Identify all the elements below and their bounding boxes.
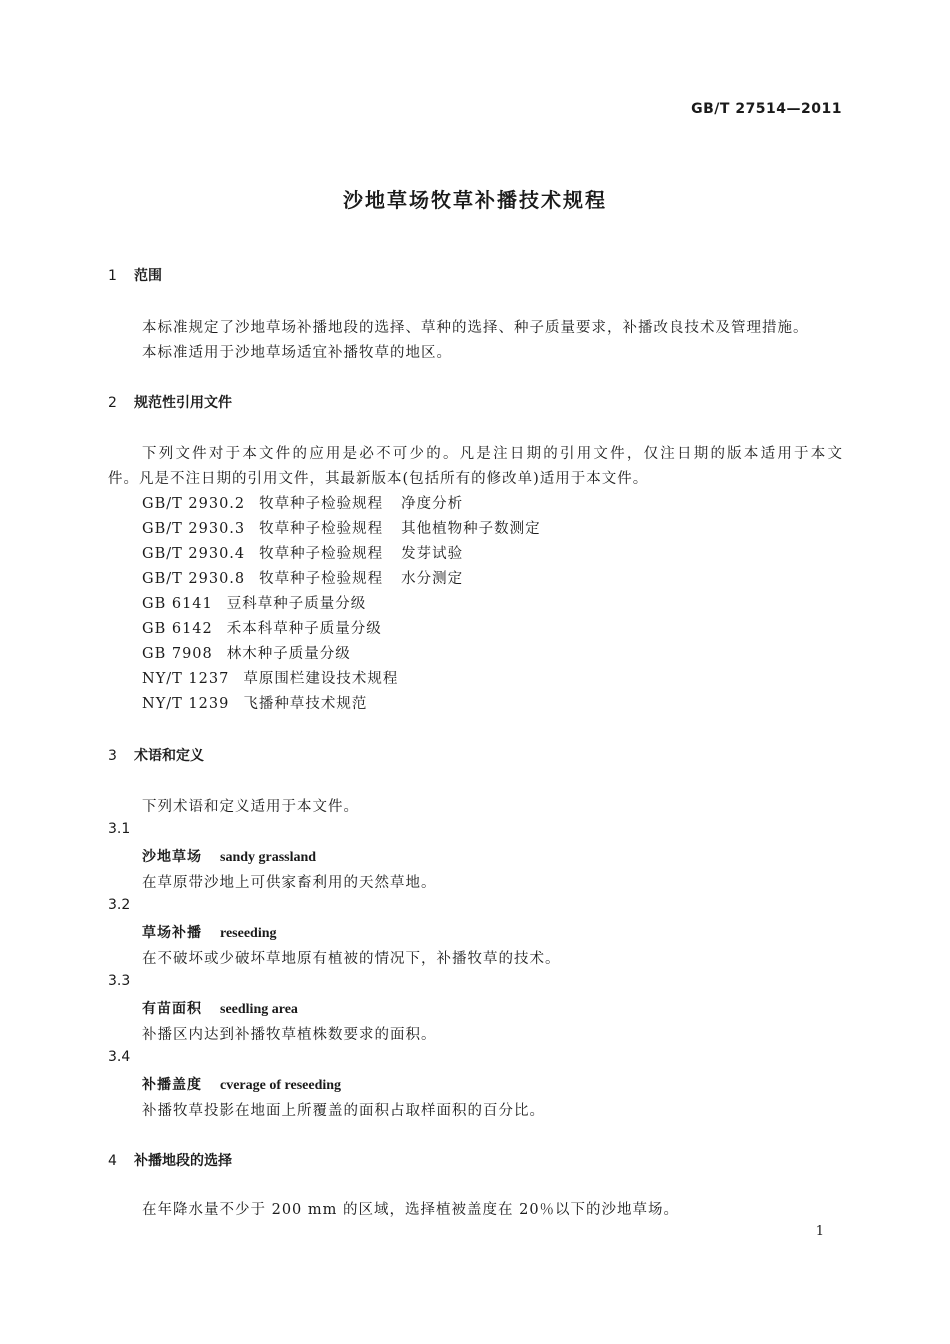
reference-title: 林木种子质量分级 xyxy=(226,646,351,662)
term-heading xyxy=(142,922,277,942)
section-3-heading xyxy=(108,745,204,765)
document-title: 沙地草场牧草补播技术规程 xyxy=(343,188,607,212)
reference-subtitle: 净度分析 xyxy=(401,496,464,512)
reference-subtitle: 发芽试验 xyxy=(401,546,464,562)
reference-item xyxy=(142,517,541,538)
term-definition: 补播牧草投影在地面上所覆盖的面积占取样面积的百分比。 xyxy=(142,1103,545,1119)
reference-item xyxy=(142,667,398,688)
term-heading xyxy=(142,1074,341,1094)
term-en: seedling area xyxy=(220,1002,298,1017)
term-zh: 草场补播 xyxy=(142,925,202,941)
term-zh: 有苗面积 xyxy=(142,1001,202,1017)
reference-title: 牧草种子检验规程 xyxy=(259,546,384,562)
section-number: 3 xyxy=(108,748,117,764)
reference-title: 牧草种子检验规程 xyxy=(259,571,384,587)
term-definition: 在不破坏或少破坏草地原有植被的情况下，补播牧草的技术。 xyxy=(142,951,561,967)
reference-subtitle: 其他植物种子数测定 xyxy=(401,521,541,537)
term-number: 3.3 xyxy=(108,973,131,989)
paragraph: 下列术语和定义适用于本文件。 xyxy=(142,799,359,815)
term-definition: 补播区内达到补播牧草植株数要求的面积。 xyxy=(142,1027,437,1043)
reference-code: NY/T 1239 xyxy=(142,696,230,712)
reference-title: 牧草种子检验规程 xyxy=(259,521,384,537)
term-en: reseeding xyxy=(220,926,277,941)
reference-title: 飞播种草技术规范 xyxy=(243,696,368,712)
term-number: 3.1 xyxy=(108,821,131,837)
term-zh: 补播盖度 xyxy=(142,1077,202,1093)
section-1-heading xyxy=(108,265,162,285)
reference-item xyxy=(142,642,351,663)
reference-code: GB/T 2930.3 xyxy=(142,521,246,537)
reference-code: GB 7908 xyxy=(142,646,213,662)
reference-title: 牧草种子检验规程 xyxy=(259,496,384,512)
paragraph: 本标准规定了沙地草场补播地段的选择、草种的选择、种子质量要求，补播改良技术及管理措施。 xyxy=(142,320,809,336)
term-en: cverage of reseeding xyxy=(220,1078,342,1093)
reference-code: GB/T 2930.8 xyxy=(142,571,246,587)
paragraph: 件。凡是不注日期的引用文件，其最新版本(包括所有的修改单)适用于本文件。 xyxy=(108,471,649,487)
term-definition: 在草原带沙地上可供家畜利用的天然草地。 xyxy=(142,875,437,891)
reference-item xyxy=(142,542,463,563)
section-2-heading xyxy=(108,392,232,412)
section-4-heading xyxy=(108,1150,232,1170)
reference-code: GB 6142 xyxy=(142,621,213,637)
term-en: sandy grassland xyxy=(220,850,317,865)
reference-code: GB 6141 xyxy=(142,596,213,612)
reference-item xyxy=(142,592,366,613)
section-title: 规范性引用文件 xyxy=(134,395,232,411)
reference-title: 禾本科草种子质量分级 xyxy=(226,621,382,637)
term-heading xyxy=(142,846,316,866)
section-title: 补播地段的选择 xyxy=(134,1153,232,1169)
section-number: 2 xyxy=(108,395,117,411)
section-number: 1 xyxy=(108,268,117,284)
term-number: 3.4 xyxy=(108,1049,131,1065)
reference-item xyxy=(142,567,463,588)
reference-subtitle: 水分测定 xyxy=(401,571,464,587)
paragraph: 在年降水量不少于 200 mm 的区域，选择植被盖度在 20％以下的沙地草场。 xyxy=(142,1202,680,1218)
page-number: 1 xyxy=(815,1224,824,1239)
reference-code: GB/T 2930.4 xyxy=(142,546,246,562)
paragraph: 下列文件对于本文件的应用是必不可少的。凡是注日期的引用文件，仅注日期的版本适用于本文 xyxy=(142,446,843,462)
reference-title: 草原围栏建设技术规程 xyxy=(243,671,399,687)
section-title: 术语和定义 xyxy=(134,748,204,764)
reference-code: GB/T 2930.2 xyxy=(142,496,246,512)
reference-title: 豆科草种子质量分级 xyxy=(226,596,367,612)
reference-item xyxy=(142,492,463,513)
reference-code: NY/T 1237 xyxy=(142,671,230,687)
paragraph: 本标准适用于沙地草场适宜补播牧草的地区。 xyxy=(142,345,452,361)
term-zh: 沙地草场 xyxy=(142,849,202,865)
reference-item xyxy=(142,617,382,638)
standard-number: GB/T 27514—2011 xyxy=(691,101,842,117)
section-number: 4 xyxy=(108,1153,117,1169)
section-title: 范围 xyxy=(134,268,162,284)
term-number: 3.2 xyxy=(108,897,131,913)
reference-item xyxy=(142,692,367,713)
term-heading xyxy=(142,998,298,1018)
